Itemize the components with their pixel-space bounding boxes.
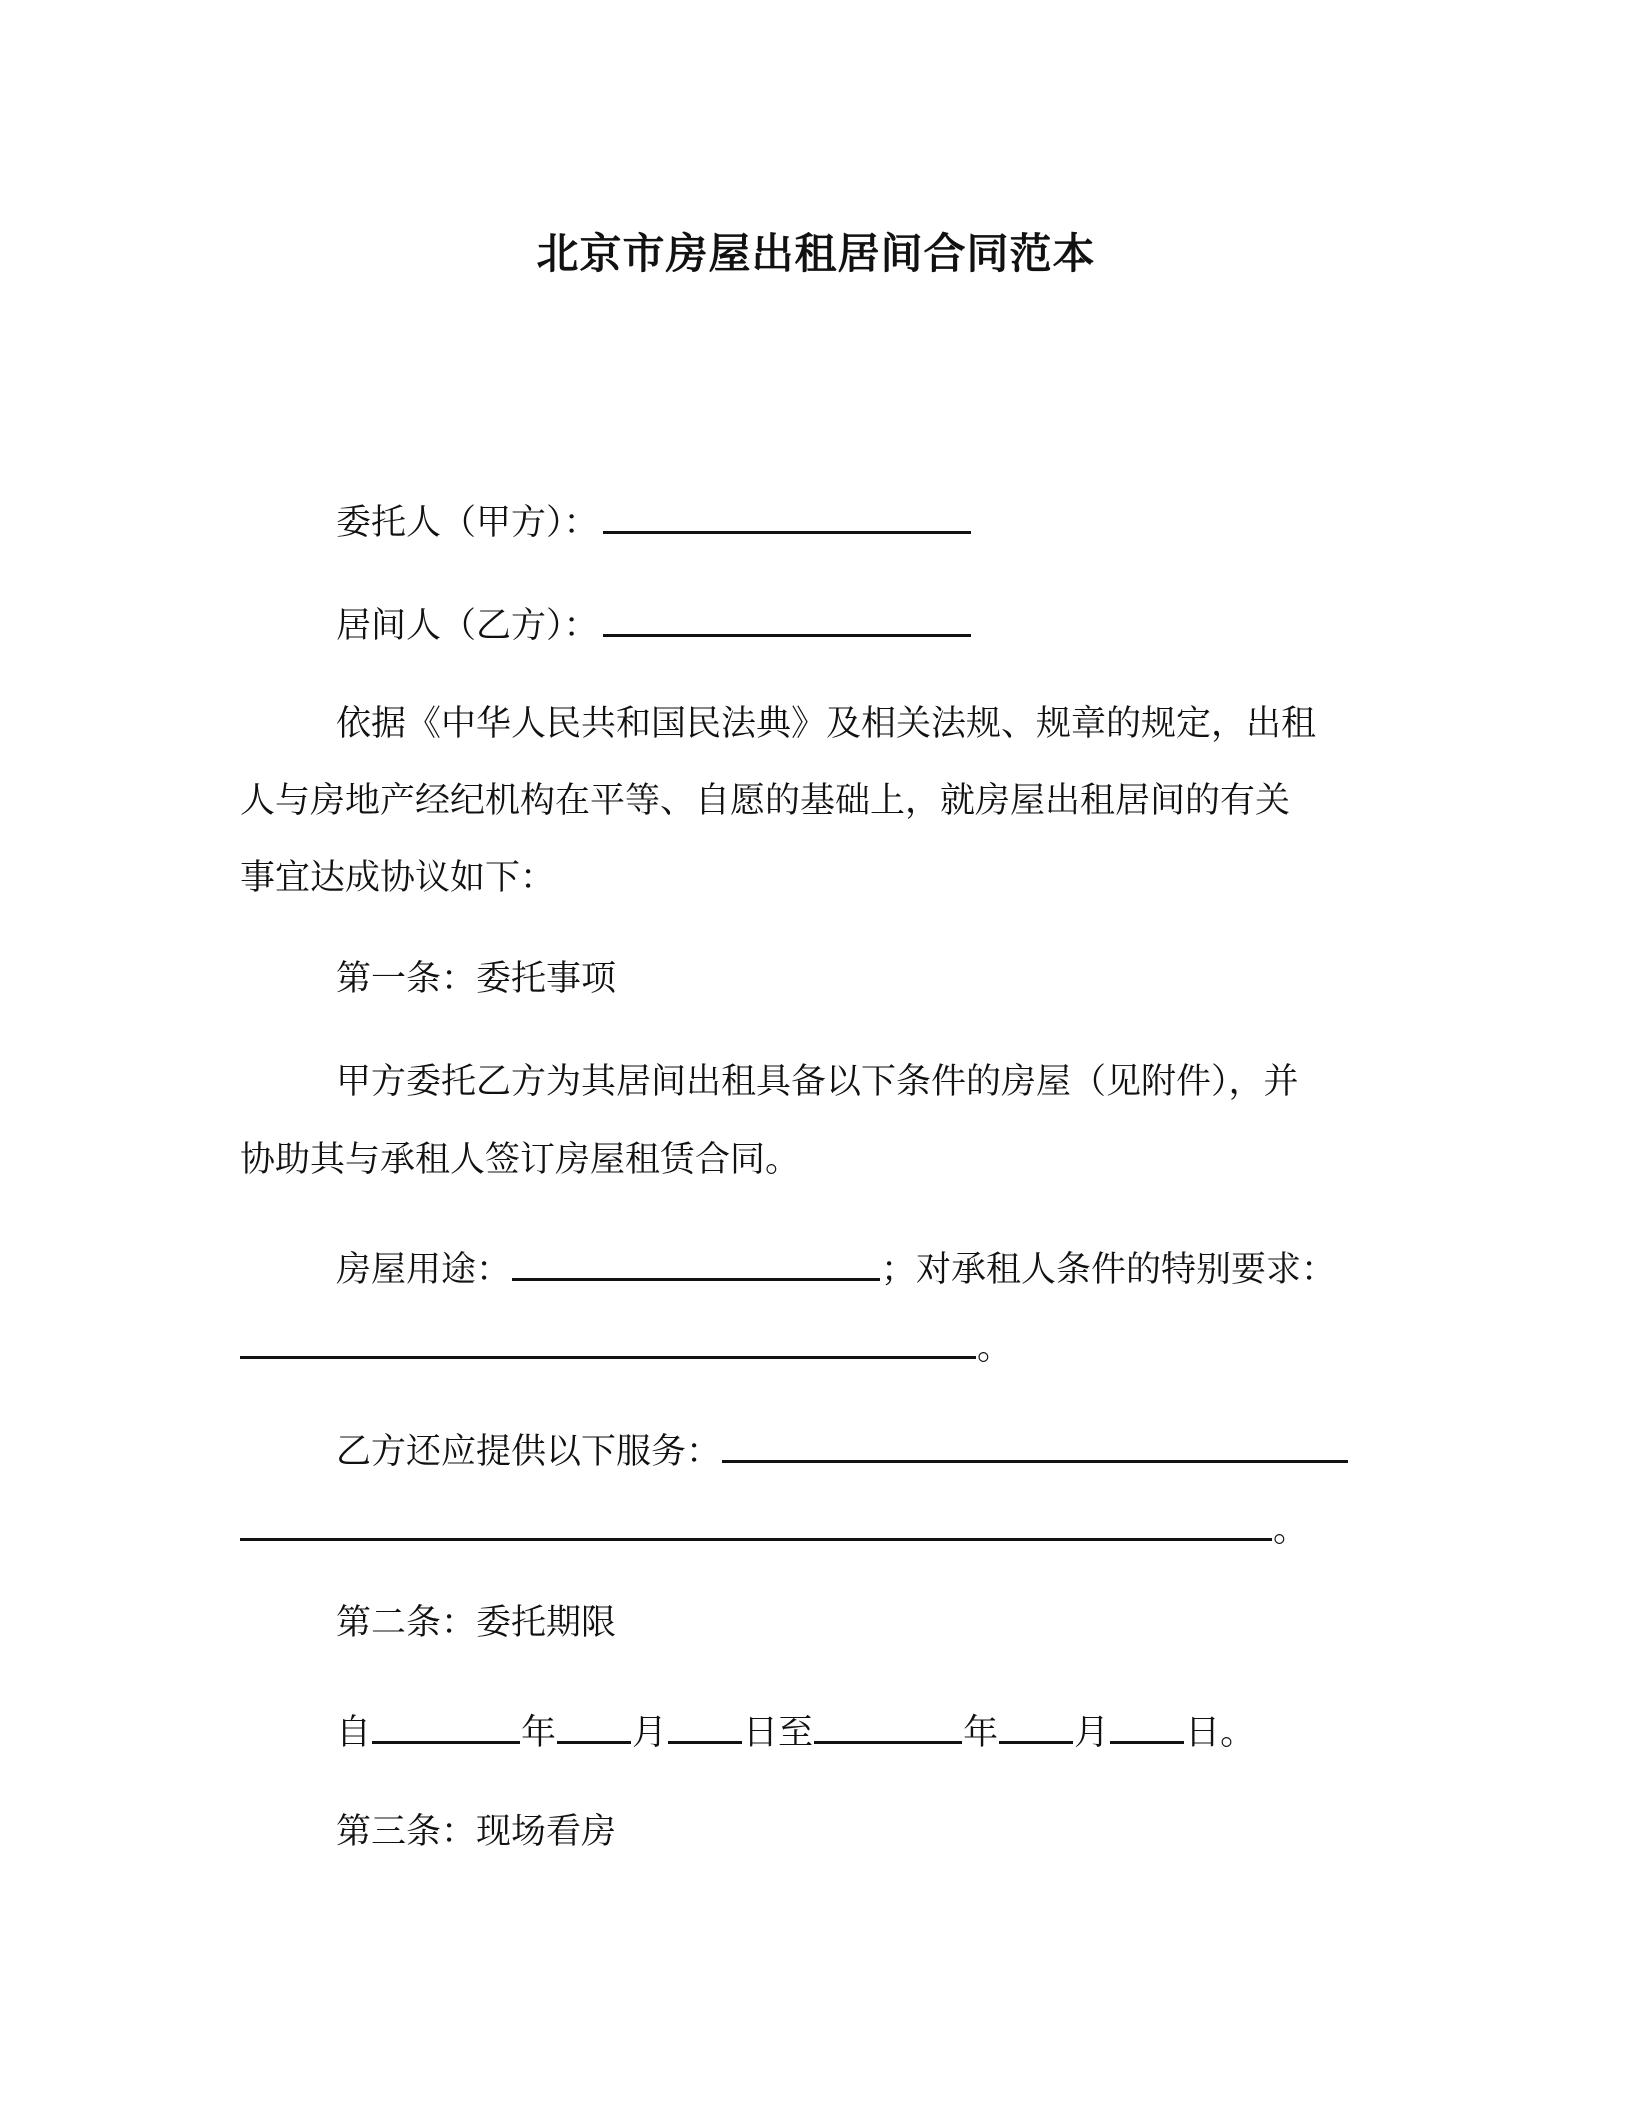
document-title: 北京市房屋出租居间合同范本 bbox=[536, 229, 1096, 278]
client-label: 委托人（甲方）： bbox=[336, 503, 599, 543]
article2-heading: 第二条：委托期限 bbox=[336, 1603, 617, 1643]
article1-para-line-1: 甲方委托乙方为其居间出租具备以下条件的房屋（见附件），并 bbox=[336, 1062, 1299, 1102]
services-end: 。 bbox=[1273, 1510, 1309, 1550]
article1-para-line-2: 协助其与承租人签订房屋租赁合同。 bbox=[240, 1140, 801, 1180]
tenant-requirement-label: ；对承租人条件的特别要求： bbox=[881, 1250, 1337, 1290]
article3-heading: 第三条：现场看房 bbox=[336, 1812, 617, 1852]
usage-blank[interactable] bbox=[512, 1242, 880, 1281]
end-day-blank[interactable] bbox=[1110, 1705, 1184, 1744]
broker-line bbox=[336, 598, 975, 650]
end-year-blank[interactable] bbox=[814, 1705, 962, 1744]
client-name-blank[interactable] bbox=[603, 495, 971, 534]
tenant-requirement-line bbox=[240, 1320, 1012, 1372]
broker-label: 居间人（乙方）： bbox=[336, 606, 599, 646]
client-line bbox=[336, 495, 975, 547]
period-year-2: 年 bbox=[963, 1713, 999, 1753]
period-month: 月 bbox=[632, 1713, 668, 1753]
period-day-end: 日。 bbox=[1185, 1713, 1256, 1753]
services-label: 乙方还应提供以下服务： bbox=[336, 1432, 722, 1472]
period-year: 年 bbox=[521, 1713, 557, 1753]
usage-label: 房屋用途： bbox=[336, 1250, 512, 1290]
article1-heading: 第一条：委托事项 bbox=[336, 959, 617, 999]
services-line bbox=[336, 1424, 1349, 1476]
start-month-blank[interactable] bbox=[557, 1705, 631, 1744]
period-from: 自 bbox=[336, 1713, 372, 1753]
preamble-line-2: 人与房地产经纪机构在平等、自愿的基础上，就房屋出租居间的有关 bbox=[240, 781, 1291, 821]
tenant-requirement-end: 。 bbox=[977, 1328, 1013, 1368]
period-line bbox=[336, 1705, 1255, 1757]
services-blank-2[interactable] bbox=[240, 1502, 1272, 1541]
end-month-blank[interactable] bbox=[999, 1705, 1073, 1744]
usage-line bbox=[336, 1242, 1336, 1294]
preamble-line-1: 依据《中华人民共和国民法典》及相关法规、规章的规定，出租 bbox=[336, 704, 1317, 744]
period-day-to: 日至 bbox=[743, 1713, 814, 1753]
start-year-blank[interactable] bbox=[372, 1705, 520, 1744]
services-line-2 bbox=[240, 1502, 1308, 1554]
period-month-2: 月 bbox=[1074, 1713, 1110, 1753]
tenant-requirement-blank[interactable] bbox=[240, 1320, 976, 1359]
preamble-line-3: 事宜达成协议如下： bbox=[240, 858, 556, 898]
broker-name-blank[interactable] bbox=[603, 598, 971, 637]
services-blank-1[interactable] bbox=[722, 1424, 1348, 1463]
start-day-blank[interactable] bbox=[668, 1705, 742, 1744]
